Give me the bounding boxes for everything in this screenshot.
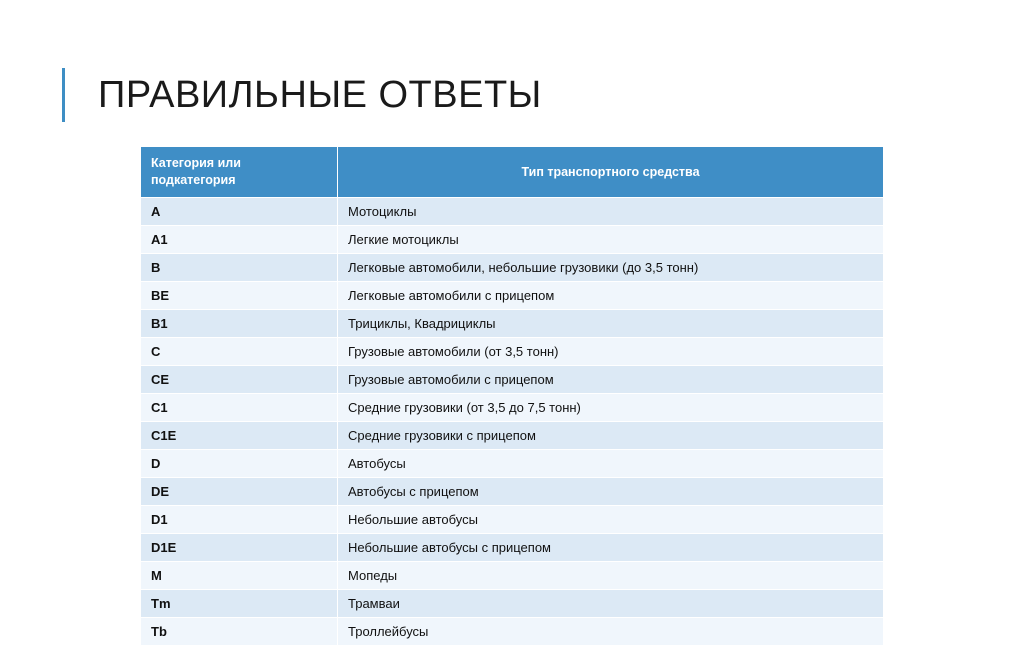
cell-type: Грузовые автомобили (от 3,5 тонн) [338, 338, 884, 366]
table [140, 146, 884, 646]
table-row [141, 394, 884, 422]
title-accent-bar [62, 68, 65, 122]
table-header-row [141, 147, 884, 198]
cell-category: A [141, 198, 338, 226]
table-body [141, 198, 884, 646]
cell-type: Средние грузовики (от 3,5 до 7,5 тонн) [338, 394, 884, 422]
cell-type: Троллейбусы [338, 618, 884, 646]
cell-type: Автобусы с прицепом [338, 478, 884, 506]
table-row [141, 506, 884, 534]
cell-type: Трициклы, Квадрициклы [338, 310, 884, 338]
cell-category: DE [141, 478, 338, 506]
cell-category: B1 [141, 310, 338, 338]
table-row [141, 338, 884, 366]
cell-type: Небольшие автобусы [338, 506, 884, 534]
cell-category: A1 [141, 226, 338, 254]
cell-category: D1E [141, 534, 338, 562]
cell-category: C1 [141, 394, 338, 422]
slide-title-block [62, 68, 542, 122]
table-row [141, 310, 884, 338]
page-title: ПРАВИЛЬНЫЕ ОТВЕТЫ [98, 74, 542, 116]
cell-category: M [141, 562, 338, 590]
table-row [141, 590, 884, 618]
cell-category: BE [141, 282, 338, 310]
column-header-category: Категория или подкатегория [141, 147, 338, 198]
cell-type: Легкие мотоциклы [338, 226, 884, 254]
column-header-type: Тип транспортного средства [338, 147, 884, 198]
table-row [141, 226, 884, 254]
cell-type: Небольшие автобусы с прицепом [338, 534, 884, 562]
table-row [141, 562, 884, 590]
cell-category: CE [141, 366, 338, 394]
table-row [141, 282, 884, 310]
cell-category: Tm [141, 590, 338, 618]
cell-type: Мопеды [338, 562, 884, 590]
table-row [141, 198, 884, 226]
cell-type: Автобусы [338, 450, 884, 478]
cell-category: Tb [141, 618, 338, 646]
cell-category: C [141, 338, 338, 366]
cell-category: D1 [141, 506, 338, 534]
table-header [141, 147, 884, 198]
cell-category: B [141, 254, 338, 282]
vehicle-categories-table [140, 146, 884, 646]
table-row [141, 422, 884, 450]
cell-type: Грузовые автомобили с прицепом [338, 366, 884, 394]
table-row [141, 366, 884, 394]
cell-category: C1E [141, 422, 338, 450]
cell-type: Легковые автомобили с прицепом [338, 282, 884, 310]
table-row [141, 618, 884, 646]
cell-category: D [141, 450, 338, 478]
table-row [141, 254, 884, 282]
cell-type: Легковые автомобили, небольшие грузовики (до 3,5 тонн) [338, 254, 884, 282]
table-row [141, 478, 884, 506]
cell-type: Средние грузовики с прицепом [338, 422, 884, 450]
table-row [141, 450, 884, 478]
cell-type: Мотоциклы [338, 198, 884, 226]
table-row [141, 534, 884, 562]
cell-type: Трамваи [338, 590, 884, 618]
